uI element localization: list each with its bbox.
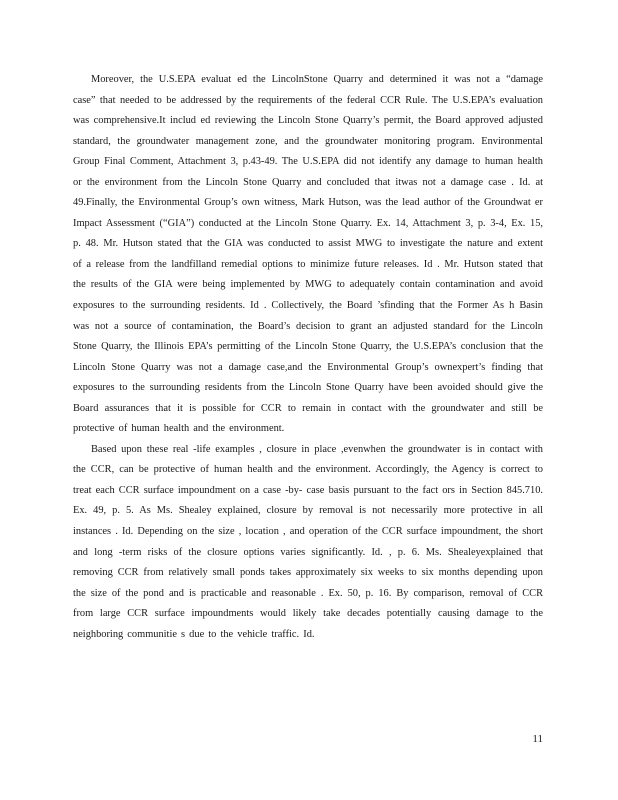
paragraph-closure-in-place: Based upon these real -life examples , closure in place ,evenwhen the groundwater is in contact with the CCR, can be protective of human health and the environment. Accordingly, the Agency is correct to treat each CCR surface impoundment on a case -by- case basis pursuant to the fact ors in Section 845.710. Ex. 49, p. 5. As Ms. Shealey explained, closure by removal is not necessarily more protective in all instances . Id. Depending on the size , location , and operation of the CCR surface impoundment, the short and long -term risks of the closure options varies significantly. Id. , p. 6. Ms. Shealeyexplained that removing CCR from relatively small ponds takes approximately six weeks to six months depending upon the size of the pond and is practicable and reasonable . Ex. 50, p. 16. By comparison, removal of CCR from large CCR surface impoundments would likely take decades potentially causing damage to the neighboring communitie s due to the vehicle traffic. Id. xyxy=(73,443,543,640)
paragraph-lincoln-stone-quarry: Moreover, the U.S.EPA evaluat ed the LincolnStone Quarry and determined it was not a “damage case” that needed to be addressed by the requirements of the federal CCR Rule. The U.S.EPA’s evaluation was comprehensive.It includ ed reviewing the Lincoln Stone Quarry’s permit, the Board approved adjusted standard, the groundwater management zone, and the groundwater monitoring program. Environmental Group Final Comment, Attachment 3, p.43-49. The U.S.EPA did not identify any damage to human health or the environment from the Lincoln Stone Quarry and concluded that itwas not a damage case . Id. at 49.Finally, the Environmental Group’s own witness, Mark Hutson, was the lead author of the Groundwat er Impact Assessment (“GIA”) conducted at the Lincoln Stone Quarry. Ex. 14, Attachment 3, p. 3-4, Ex. 15, p. 48. Mr. Hutson stated that the GIA was conducted to assist MWG to investigate the nature and extent of a release from the landfilland remedial options to minimize future releases. Id . Mr. Hutson stated that the results of the GIA were being implemented by MWG to adequately contain contamination and avoid exposures to the surrounding residents. Id . Collectively, the Board ’sfinding that the Former As h Basin was not a source of contamination, the Board’s decision to grant an adjusted standard for the Lincoln Stone Quarry, the Illinois EPA’s permitting of the Lincoln Stone Quarry, the U.S.EPA’s conclusion that the Lincoln Stone Quarry was not a damage case,and the Environmental Group’s ownexpert’s finding that exposures to the surrounding residents from the Lincoln Stone Quarry have been avoided should give the Board assurances that it is possible for CCR to remain in contact with the groundwater and still be protective of human health and the environment. xyxy=(73,74,543,435)
body-text xyxy=(73,70,543,645)
page-number: 11 xyxy=(532,733,543,745)
